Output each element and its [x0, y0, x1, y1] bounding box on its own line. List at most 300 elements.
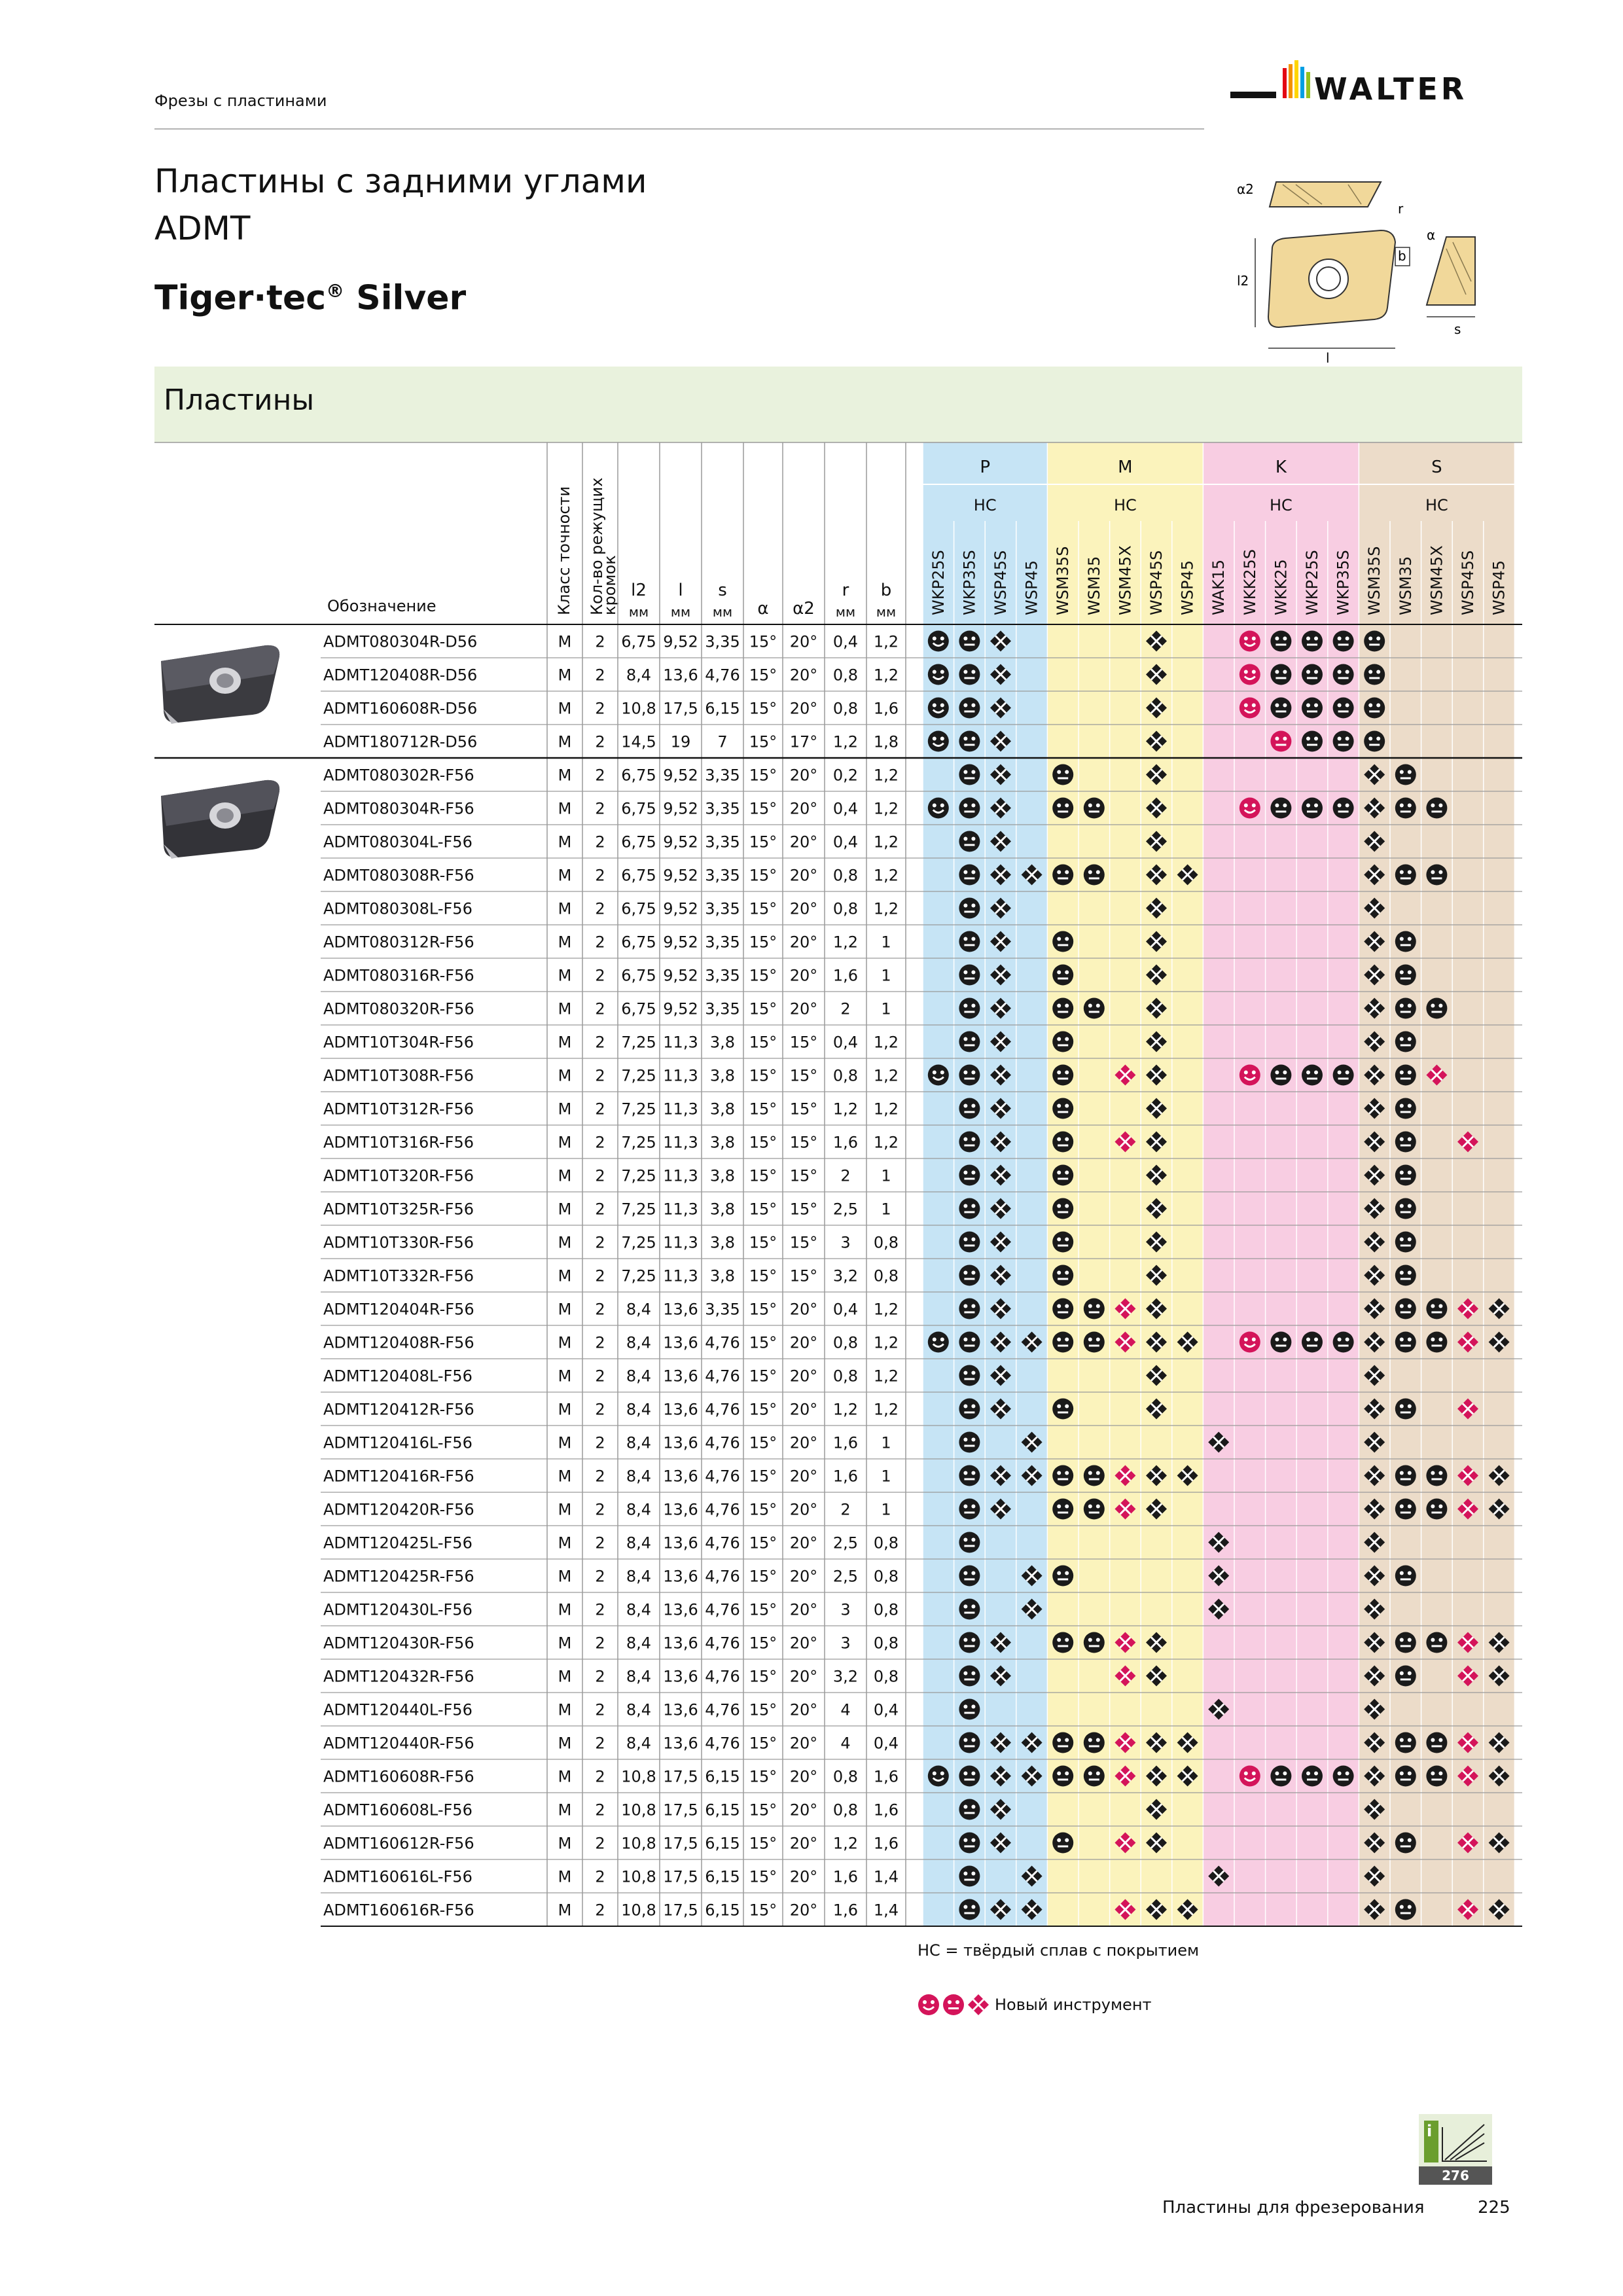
row-alpha: 15°	[749, 1500, 777, 1519]
row-designation: ADMT080304R-D56	[323, 632, 478, 651]
row-l2: 8,4	[626, 666, 652, 685]
row-alpha2: 20°	[789, 799, 818, 818]
grade-column-header: WSM35S	[1054, 546, 1073, 615]
row-acc: M	[558, 966, 572, 985]
neutral-face-icon	[1302, 798, 1323, 819]
row-l: 13,6	[663, 1333, 698, 1352]
row-alpha: 15°	[749, 1600, 777, 1619]
row-acc: M	[558, 866, 572, 885]
row-acc: M	[558, 1500, 572, 1519]
row-alpha2: 20°	[789, 866, 818, 885]
column-header-edges-2: кромок	[601, 555, 619, 615]
row-alpha: 15°	[749, 1734, 777, 1753]
row-edges: 2	[595, 799, 605, 818]
row-l2: 8,4	[626, 1734, 652, 1753]
neutral-face-icon	[959, 1732, 980, 1753]
neutral-face-icon	[1084, 1299, 1105, 1319]
row-l: 13,6	[663, 1734, 698, 1753]
row-alpha: 15°	[749, 1700, 777, 1719]
row-alpha2: 20°	[789, 1767, 818, 1786]
r-label: r	[1398, 201, 1404, 217]
row-b: 0,8	[873, 1534, 899, 1552]
row-alpha2: 15°	[789, 1033, 818, 1052]
row-edges: 2	[595, 732, 605, 751]
row-l2: 8,4	[626, 1300, 652, 1319]
neutral-face-icon	[1052, 1399, 1073, 1420]
neutral-face-icon	[1270, 1332, 1291, 1353]
row-b: 1	[881, 999, 891, 1018]
row-edges: 2	[595, 1534, 605, 1552]
neutral-face-icon	[1052, 931, 1073, 952]
row-alpha2: 20°	[789, 933, 818, 952]
neutral-face-icon	[1395, 1833, 1416, 1854]
grade-column-header: WKP35S	[960, 550, 979, 615]
row-alpha2: 20°	[789, 766, 818, 785]
row-r: 1,2	[832, 1100, 859, 1119]
row-alpha: 15°	[749, 1133, 777, 1152]
row-alpha: 15°	[749, 1634, 777, 1653]
row-r: 1,6	[832, 1467, 859, 1486]
row-acc: M	[558, 1767, 572, 1786]
row-r: 0,8	[832, 1333, 859, 1352]
s-label: s	[1454, 321, 1461, 337]
row-edges: 2	[595, 1834, 605, 1853]
row-designation: ADMT120430L-F56	[323, 1600, 473, 1619]
row-s: 4,76	[705, 1634, 740, 1653]
row-s: 7	[717, 732, 728, 751]
row-b: 1,2	[873, 899, 899, 918]
row-designation: ADMT120440R-F56	[323, 1734, 474, 1753]
row-edges: 2	[595, 899, 605, 918]
grade-column-header: WSM35	[1396, 556, 1415, 615]
smile-face-red-icon	[1240, 1332, 1260, 1353]
neutral-face-icon	[1052, 1332, 1073, 1353]
row-edges: 2	[595, 1467, 605, 1486]
neutral-face-icon	[959, 1766, 980, 1787]
row-r: 0,4	[832, 833, 859, 852]
row-s: 6,15	[705, 1767, 740, 1786]
neutral-face-icon	[1302, 698, 1323, 719]
row-alpha: 15°	[749, 1901, 777, 1920]
neutral-face-icon	[1395, 1031, 1416, 1052]
section-header: Фрезы с пластинами	[154, 92, 327, 110]
neutral-face-icon	[1084, 1732, 1105, 1753]
row-l2: 6,75	[621, 766, 656, 785]
row-l2: 10,8	[621, 699, 656, 718]
material-group-label: P	[980, 457, 991, 477]
row-b: 1,2	[873, 1300, 899, 1319]
neutral-face-icon	[1395, 1065, 1416, 1086]
row-l2: 6,75	[621, 966, 656, 985]
row-l2: 8,4	[626, 1500, 652, 1519]
neutral-face-icon	[1426, 1732, 1447, 1753]
row-designation: ADMT080308L-F56	[323, 899, 473, 918]
grade-column-header: WAK15	[1209, 559, 1228, 615]
column-header-unit: мм	[670, 604, 691, 620]
neutral-face-icon	[959, 1365, 980, 1386]
row-edges: 2	[595, 766, 605, 785]
neutral-face-icon	[1395, 1499, 1416, 1520]
row-l2: 6,75	[621, 866, 656, 885]
row-b: 1,6	[873, 1801, 899, 1820]
row-acc: M	[558, 1867, 572, 1886]
neutral-face-icon	[1426, 1332, 1447, 1353]
row-alpha: 15°	[749, 1867, 777, 1886]
row-l2: 10,8	[621, 1767, 656, 1786]
neutral-face-icon	[959, 1031, 980, 1052]
row-r: 0,8	[832, 699, 859, 718]
row-b: 1	[881, 1500, 891, 1519]
grade-column-header: WSP45	[1489, 560, 1508, 615]
smile-face-icon	[928, 664, 949, 685]
column-header-b: b	[880, 581, 892, 600]
neutral-face-icon	[1270, 664, 1291, 685]
row-r: 0,8	[832, 1367, 859, 1386]
row-s: 3,8	[709, 1033, 736, 1052]
row-alpha2: 15°	[789, 1266, 818, 1285]
neutral-face-icon	[959, 1065, 980, 1086]
row-edges: 2	[595, 1333, 605, 1352]
insert-image-f56	[154, 763, 285, 861]
row-s: 3,35	[705, 833, 740, 852]
row-alpha: 15°	[749, 966, 777, 985]
row-l2: 8,4	[626, 1667, 652, 1686]
row-l2: 8,4	[626, 1333, 652, 1352]
row-alpha: 15°	[749, 1467, 777, 1486]
row-acc: M	[558, 1667, 572, 1686]
neutral-face-icon	[1333, 731, 1354, 752]
neutral-face-icon	[1333, 1766, 1354, 1787]
row-s: 4,76	[705, 1333, 740, 1352]
row-r: 4	[840, 1734, 851, 1753]
neutral-face-icon	[1395, 1899, 1416, 1920]
row-l: 13,6	[663, 1400, 698, 1419]
row-s: 3,35	[705, 1300, 740, 1319]
table-row[interactable]	[323, 1065, 1447, 1086]
material-group-sub: HC	[973, 496, 997, 514]
row-r: 1,2	[832, 1834, 859, 1853]
row-alpha2: 20°	[789, 1467, 818, 1486]
l-label: l	[1326, 350, 1330, 366]
neutral-face-icon	[1052, 1065, 1073, 1086]
row-acc: M	[558, 1567, 572, 1586]
column-header-l2: l2	[631, 581, 647, 600]
neutral-face-icon	[1084, 1465, 1105, 1486]
row-b: 0,8	[873, 1266, 899, 1285]
neutral-face-icon	[959, 1399, 980, 1420]
neutral-face-icon	[1395, 1299, 1416, 1319]
row-l: 9,52	[663, 999, 698, 1018]
row-designation: ADMT160608R-F56	[323, 1767, 474, 1786]
row-l: 13,6	[663, 1300, 698, 1319]
smile-face-icon	[928, 731, 949, 752]
row-l: 17,5	[663, 1901, 698, 1920]
row-l: 11,3	[663, 1066, 698, 1085]
row-s: 6,15	[705, 1801, 740, 1820]
row-r: 0,2	[832, 766, 859, 785]
neutral-face-icon	[959, 931, 980, 952]
row-l2: 7,25	[621, 1266, 656, 1285]
row-alpha: 15°	[749, 1300, 777, 1319]
row-s: 6,15	[705, 1901, 740, 1920]
row-s: 3,35	[705, 866, 740, 885]
smile-face-icon	[928, 798, 949, 819]
neutral-face-icon	[1052, 1465, 1073, 1486]
info-reference-box[interactable]	[1419, 2114, 1492, 2185]
row-designation: ADMT160616R-F56	[323, 1901, 474, 1920]
neutral-face-icon	[1333, 631, 1354, 652]
row-alpha: 15°	[749, 999, 777, 1018]
row-b: 0,8	[873, 1567, 899, 1586]
neutral-face-icon	[1395, 1265, 1416, 1286]
row-alpha2: 20°	[789, 632, 818, 651]
row-designation: ADMT080308R-F56	[323, 866, 474, 885]
row-b: 1,6	[873, 1767, 899, 1786]
row-alpha2: 15°	[789, 1133, 818, 1152]
row-designation: ADMT120425L-F56	[323, 1534, 473, 1552]
row-s: 3,8	[709, 1100, 736, 1119]
row-b: 1,2	[873, 632, 899, 651]
row-alpha2: 20°	[789, 1500, 818, 1519]
column-header-edges: Кол-во режущих	[588, 477, 606, 615]
grade-column-header: WSM35	[1084, 556, 1103, 615]
row-l2: 8,4	[626, 1467, 652, 1486]
neutral-face-icon	[1395, 1232, 1416, 1253]
row-l2: 10,8	[621, 1901, 656, 1920]
new-tool-text: Новый инструмент	[995, 1996, 1152, 2014]
row-alpha: 15°	[749, 632, 777, 651]
row-b: 1,6	[873, 699, 899, 718]
row-b: 1,2	[873, 1333, 899, 1352]
row-acc: M	[558, 1901, 572, 1920]
row-edges: 2	[595, 1600, 605, 1619]
table-row[interactable]	[323, 798, 1447, 819]
row-acc: M	[558, 933, 572, 952]
grade-column-header: WKP35S	[1334, 550, 1353, 615]
neutral-face-icon	[1395, 798, 1416, 819]
row-s: 4,76	[705, 1600, 740, 1619]
row-alpha: 15°	[749, 933, 777, 952]
row-alpha: 15°	[749, 899, 777, 918]
neutral-face-icon	[959, 1899, 980, 1920]
neutral-face-icon	[1052, 1299, 1073, 1319]
row-designation: ADMT080316R-F56	[323, 966, 474, 985]
row-designation: ADMT080304R-F56	[323, 799, 474, 818]
neutral-face-icon	[1084, 1332, 1105, 1353]
registered-mark: ®	[326, 280, 345, 302]
row-l2: 8,4	[626, 1700, 652, 1719]
l2-label: l2	[1237, 273, 1249, 289]
row-l2: 8,4	[626, 1634, 652, 1653]
neutral-face-icon	[1052, 764, 1073, 785]
row-r: 1,6	[832, 1433, 859, 1452]
row-alpha2: 20°	[789, 1300, 818, 1319]
row-l: 13,6	[663, 1367, 698, 1386]
neutral-face-icon	[1395, 1399, 1416, 1420]
row-designation: ADMT120432R-F56	[323, 1667, 474, 1686]
smile-face-red-icon	[1240, 698, 1260, 719]
neutral-face-icon	[1333, 798, 1354, 819]
neutral-face-icon	[1426, 1499, 1447, 1520]
row-edges: 2	[595, 1200, 605, 1219]
row-s: 4,76	[705, 1467, 740, 1486]
row-edges: 2	[595, 1400, 605, 1419]
neutral-face-icon	[1395, 965, 1416, 986]
row-l: 13,6	[663, 1567, 698, 1586]
neutral-face-icon	[1426, 1632, 1447, 1653]
neutral-face-icon	[1333, 1332, 1354, 1353]
grade-column-header: WKP25S	[929, 550, 948, 615]
row-alpha2: 15°	[789, 1166, 818, 1185]
neutral-face-icon	[959, 1332, 980, 1353]
row-r: 0,4	[832, 799, 859, 818]
row-b: 1	[881, 1433, 891, 1452]
neutral-face-icon	[959, 1866, 980, 1887]
neutral-face-icon	[1052, 1499, 1073, 1520]
row-b: 1	[881, 1200, 891, 1219]
row-r: 3	[840, 1600, 851, 1619]
row-l: 13,6	[663, 1667, 698, 1686]
row-designation: ADMT120440L-F56	[323, 1700, 473, 1719]
neutral-face-icon	[1395, 1132, 1416, 1153]
row-acc: M	[558, 1834, 572, 1853]
row-edges: 2	[595, 1901, 605, 1920]
row-b: 1	[881, 966, 891, 985]
row-alpha: 15°	[749, 1667, 777, 1686]
row-designation: ADMT10T308R-F56	[323, 1066, 474, 1085]
smile-face-red-icon	[1240, 798, 1260, 819]
row-l: 11,3	[663, 1133, 698, 1152]
neutral-face-icon	[959, 1265, 980, 1286]
row-alpha2: 20°	[789, 1367, 818, 1386]
row-acc: M	[558, 1433, 572, 1452]
row-alpha2: 20°	[789, 1600, 818, 1619]
row-r: 1,2	[832, 933, 859, 952]
neutral-face-icon	[1395, 1165, 1416, 1186]
row-alpha: 15°	[749, 732, 777, 751]
row-l: 13,6	[663, 1700, 698, 1719]
neutral-face-icon	[1084, 865, 1105, 886]
page-title-code: ADMT	[154, 209, 251, 247]
cross-face-red-icon	[967, 1994, 990, 2016]
neutral-face-icon	[959, 1499, 980, 1520]
neutral-face-icon	[1395, 1666, 1416, 1687]
row-s: 4,76	[705, 1534, 740, 1552]
row-alpha2: 15°	[789, 1100, 818, 1119]
grade-column-header: WSP45S	[1459, 550, 1477, 615]
column-header-r: r	[842, 581, 849, 600]
row-acc: M	[558, 766, 572, 785]
smile-face-icon	[928, 631, 949, 652]
column-header-unit: мм	[712, 604, 733, 620]
row-designation: ADMT10T312R-F56	[323, 1100, 474, 1119]
neutral-face-icon	[1395, 1098, 1416, 1119]
row-edges: 2	[595, 632, 605, 651]
neutral-face-icon	[959, 1632, 980, 1653]
neutral-face-icon	[1426, 1299, 1447, 1319]
row-alpha2: 20°	[789, 1534, 818, 1552]
row-alpha2: 20°	[789, 1400, 818, 1419]
row-alpha: 15°	[749, 1100, 777, 1119]
neutral-face-icon	[1302, 1332, 1323, 1353]
row-designation: ADMT120408R-D56	[323, 666, 478, 685]
row-edges: 2	[595, 966, 605, 985]
row-edges: 2	[595, 866, 605, 885]
smile-face-icon	[928, 1332, 949, 1353]
row-designation: ADMT120420R-F56	[323, 1500, 474, 1519]
neutral-face-icon	[959, 1465, 980, 1486]
row-alpha: 15°	[749, 1033, 777, 1052]
smile-face-red-icon	[1240, 664, 1260, 685]
row-acc: M	[558, 1700, 572, 1719]
grade-column-header: WSP45S	[1147, 550, 1166, 615]
row-alpha2: 20°	[789, 966, 818, 985]
row-l2: 8,4	[626, 1600, 652, 1619]
row-l: 9,52	[663, 833, 698, 852]
row-designation: ADMT160616L-F56	[323, 1867, 473, 1886]
subtitle-rest: Silver	[344, 278, 467, 318]
row-b: 1,2	[873, 1367, 899, 1386]
row-designation: ADMT120430R-F56	[323, 1634, 474, 1653]
smile-face-red-icon	[918, 1994, 940, 2016]
row-edges: 2	[595, 933, 605, 952]
row-r: 0,4	[832, 1300, 859, 1319]
row-l2: 8,4	[626, 1367, 652, 1386]
row-r: 2,5	[832, 1567, 859, 1586]
neutral-face-icon	[1395, 1566, 1416, 1587]
row-s: 4,76	[705, 666, 740, 685]
row-l: 17,5	[663, 1767, 698, 1786]
row-alpha2: 15°	[789, 1066, 818, 1085]
column-header-unit: мм	[628, 604, 649, 620]
row-edges: 2	[595, 1801, 605, 1820]
row-alpha: 15°	[749, 1066, 777, 1085]
row-edges: 2	[595, 1367, 605, 1386]
grade-column-header: WKK25S	[1240, 549, 1259, 615]
row-edges: 2	[595, 1233, 605, 1252]
neutral-face-icon	[1395, 931, 1416, 952]
row-edges: 2	[595, 999, 605, 1018]
row-s: 4,76	[705, 1500, 740, 1519]
row-l2: 6,75	[621, 799, 656, 818]
alpha-label: α	[1427, 227, 1436, 243]
row-b: 1	[881, 1467, 891, 1486]
row-edges: 2	[595, 1667, 605, 1686]
smile-face-red-icon	[1240, 631, 1260, 652]
column-header-accuracy: Класс точности	[555, 486, 573, 615]
neutral-face-icon	[1052, 865, 1073, 886]
row-l2: 6,75	[621, 899, 656, 918]
row-acc: M	[558, 732, 572, 751]
row-l2: 8,4	[626, 1567, 652, 1586]
svg-text:i: i	[1427, 2122, 1433, 2140]
row-designation: ADMT10T316R-F56	[323, 1133, 474, 1152]
row-designation: ADMT080302R-F56	[323, 766, 474, 785]
row-l: 13,6	[663, 1634, 698, 1653]
row-l: 11,3	[663, 1266, 698, 1285]
material-group-sub: HC	[1425, 496, 1448, 514]
row-b: 0,4	[873, 1734, 899, 1753]
row-r: 3,2	[832, 1667, 859, 1686]
row-acc: M	[558, 1534, 572, 1552]
row-r: 0,8	[832, 1801, 859, 1820]
neutral-face-icon	[1270, 698, 1291, 719]
row-r: 1,6	[832, 966, 859, 985]
row-l2: 8,4	[626, 1534, 652, 1552]
page-title: Пластины с задними углами	[154, 162, 647, 200]
footer-text: Пластины для фрезерования	[1162, 2198, 1425, 2217]
row-l: 9,52	[663, 766, 698, 785]
